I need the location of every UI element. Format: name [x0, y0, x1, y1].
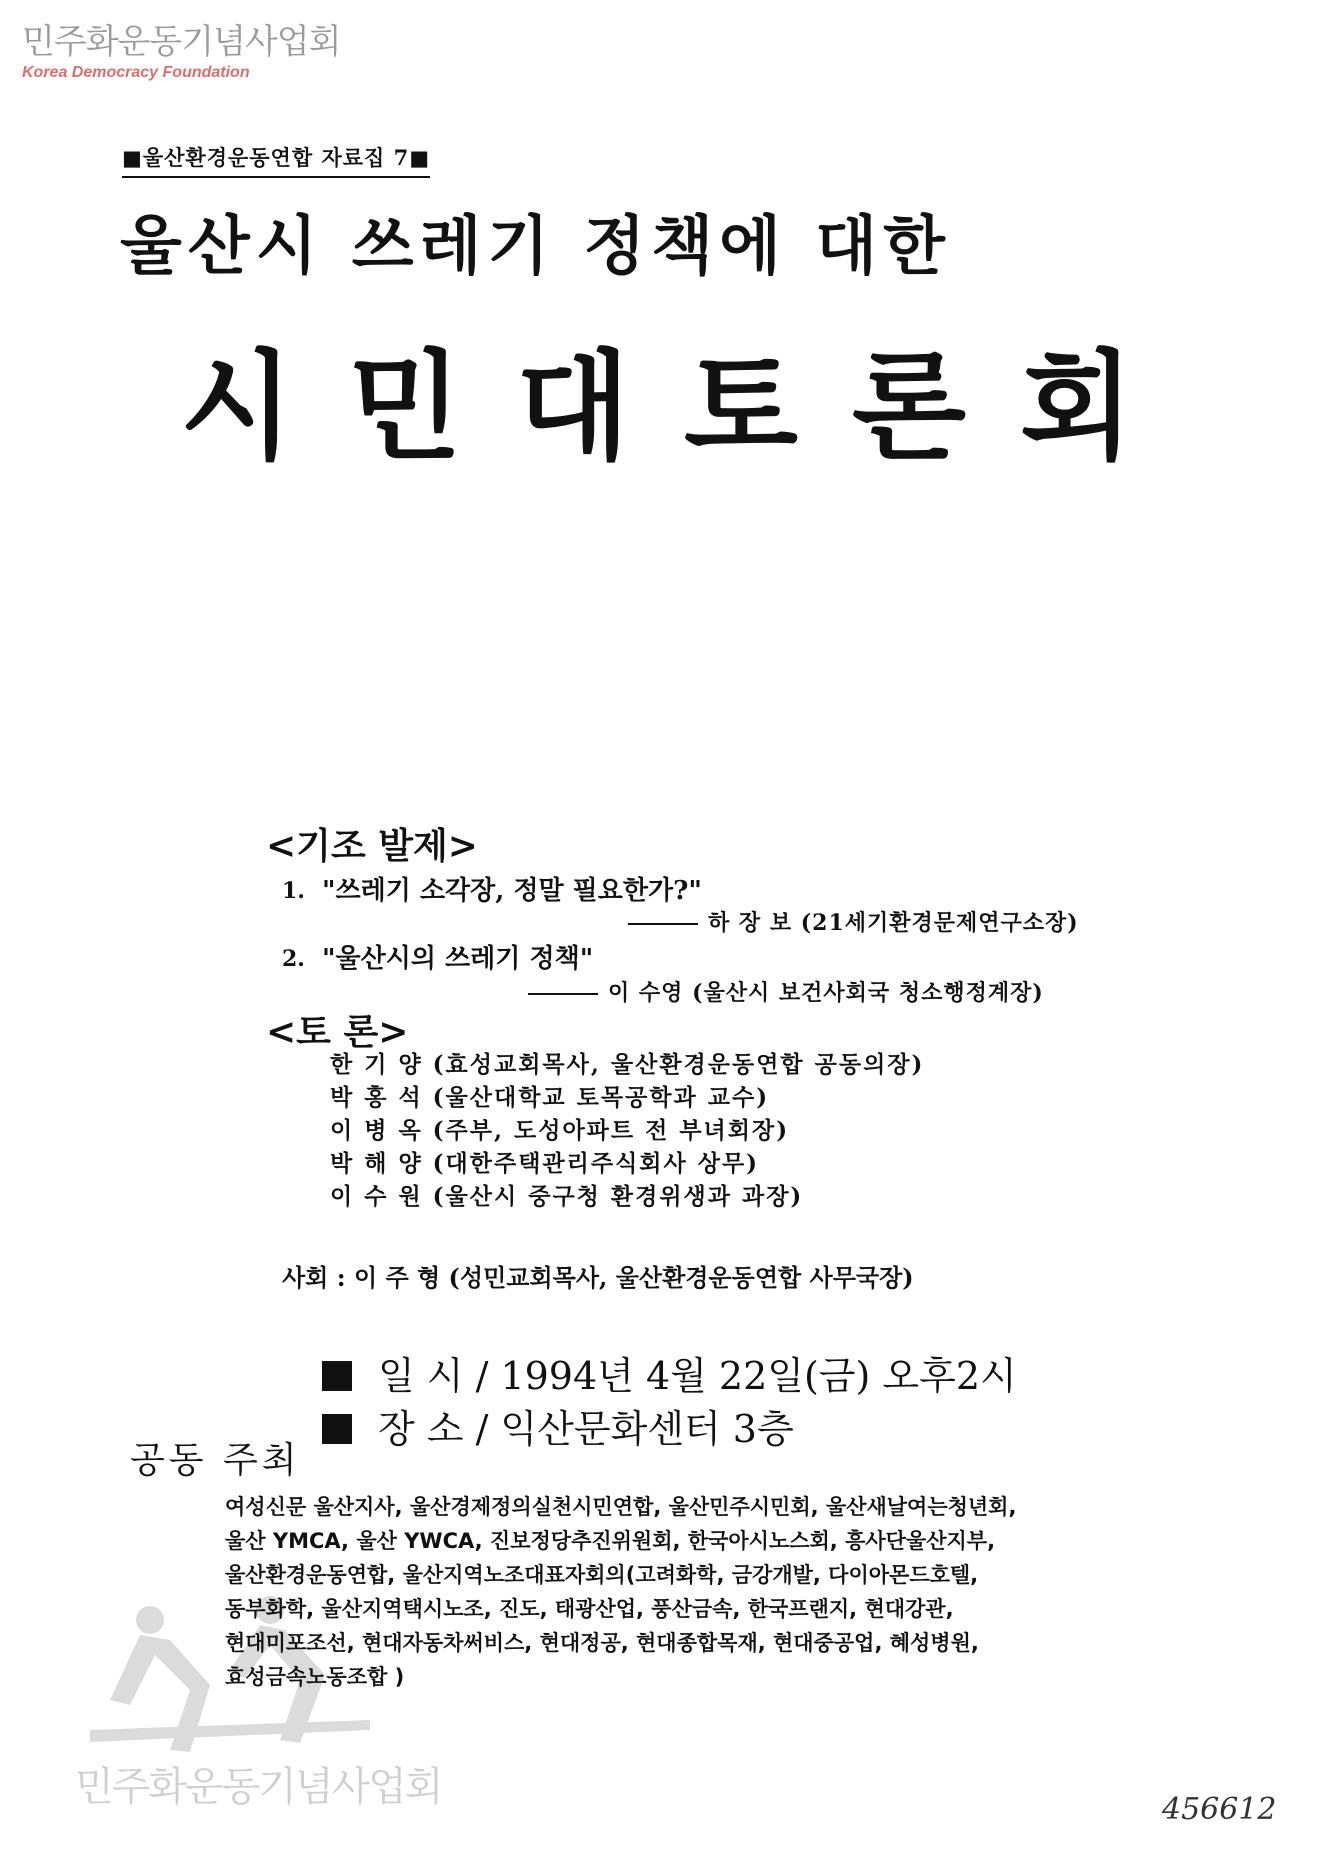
list-item: 이 병 옥 (주부, 도성아파트 전 부녀회장) — [330, 1117, 790, 1144]
watermark-bottom-text: 민주화운동기념사업회 — [75, 1764, 442, 1810]
dash-line — [528, 993, 598, 995]
document-number: 456612 — [1162, 1792, 1277, 1827]
watermark-logo-text: 민주화운동기념사업회 — [22, 22, 341, 62]
moderator: 사회 : 이 주 형 (성민교회목사, 울산환경운동연합 사무국장) — [282, 1263, 914, 1292]
list-item: 한 기 양 (효성교회목사, 울산환경운동연합 공동의장) — [330, 1051, 925, 1078]
list-item: 박 해 양 (대한주택관리주식회사 상무) — [330, 1150, 760, 1177]
presentation-2-topic: "울산시의 쓰레기 정책" — [322, 944, 594, 974]
list-item: 이 수 원 (울산시 중구청 환경위생과 과장) — [330, 1183, 804, 1210]
list-item: 여성신문 울산지사, 울산경제정의실천시민연합, 울산민주시민회, 울산새날여는청년회, — [225, 1495, 1017, 1519]
square-bullet-icon — [322, 1414, 352, 1444]
list-item: 울산 YMCA, 울산 YWCA, 진보정당추진위원회, 한국아시노스회, 흥사단울산지부, — [225, 1529, 996, 1553]
presentation-1-topic: "쓰레기 소각장, 정말 필요한가?" — [322, 876, 702, 906]
list-item: 박 홍 석 (울산대학교 토목공학과 교수) — [330, 1084, 770, 1111]
presentation-heading: <기조 발제> — [266, 825, 478, 867]
list-item: 효성금속노동조합 ) — [225, 1665, 405, 1689]
presentation-2-presenter: 이 수영 (울산시 보건사회국 청소행정계장) — [528, 976, 1044, 1007]
watermark-subtitle: Korea Democracy Foundation — [22, 64, 250, 81]
square-bullet-icon — [322, 1361, 352, 1391]
page-title: 시민대토론회 — [180, 338, 1188, 476]
list-item: 울산환경운동연합, 울산지역노조대표자회의(고려화학, 금강개발, 다이아몬드호텔, — [225, 1563, 979, 1587]
presentation-2-number: 2. — [282, 946, 305, 972]
series-label: ■울산환경운동연합 자료집 7■ — [122, 142, 430, 178]
presentation-1-number: 1. — [282, 878, 305, 904]
dash-line — [628, 923, 698, 925]
page-subtitle: 울산시 쓰레기 정책에 대한 — [120, 210, 951, 284]
presentation-1-presenter: 하 장 보 (21세기환경문제연구소장) — [628, 906, 1079, 937]
list-item: 현대미포조선, 현대자동차써비스, 현대정공, 현대종합목재, 현대중공업, 혜성병원, — [225, 1631, 979, 1655]
list-item: 동부화학, 울산지역택시노조, 진도, 태광산업, 풍산금속, 한국프랜지, 현대강관, — [225, 1597, 954, 1621]
panelist-list — [330, 1048, 924, 1213]
cohost-list — [225, 1490, 1016, 1694]
discussion-heading: <토 론> — [266, 1011, 409, 1053]
cohost-label: 공동 주최 — [130, 1440, 301, 1481]
event-place: 장 소 / 익산문화센터 3층 — [322, 1398, 794, 1453]
event-datetime: 일 시 / 1994년 4월 22일(금) 오후2시 — [322, 1345, 1017, 1400]
